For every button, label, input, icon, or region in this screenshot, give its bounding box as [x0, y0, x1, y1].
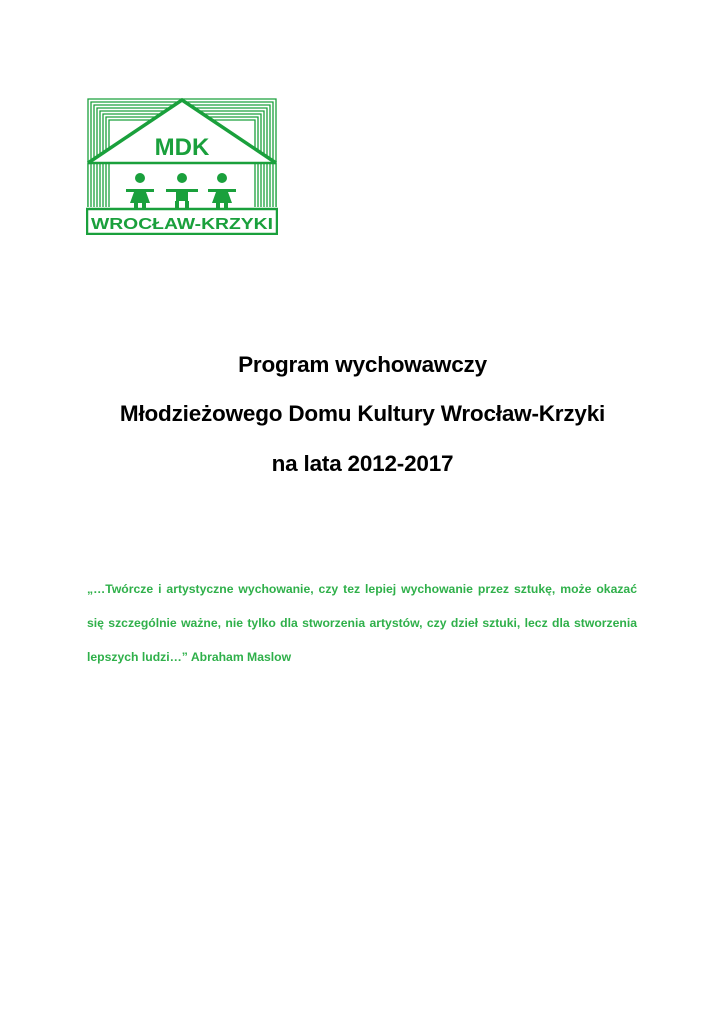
mdk-logo [86, 97, 278, 235]
logo-top-text: MDK [154, 134, 210, 161]
title-line-3: na lata 2012-2017 [271, 451, 454, 476]
title-line-1: Program wychowawczy [238, 352, 487, 377]
maslow-quote: „…Twórcze i artystyczne wychowanie, czy tez lepiej wychowanie przez sztukę, może okazać się szczególnie ważne, nie tylko dla stworzenia artystów, czy dzieł sztuki, lecz dla stworzenia lepszych ludzi…” Abraham Maslow [87, 582, 637, 664]
logo-bottom-text: WROCŁAW-KRZYKI [91, 216, 273, 233]
title-line-2: Młodzieżowego Domu Kultury Wrocław-Krzyki [119, 401, 606, 426]
